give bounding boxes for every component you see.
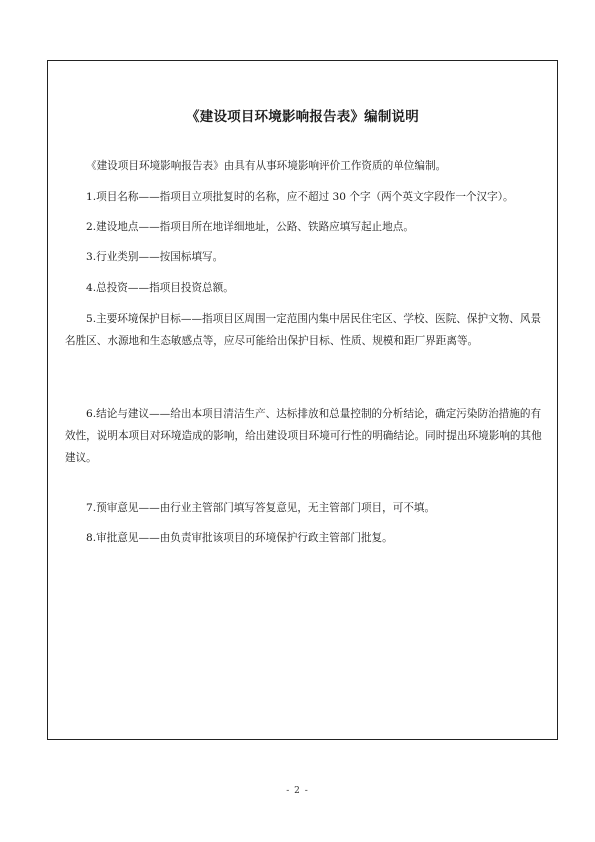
intro-paragraph: 《建设项目环境影响报告表》由具有从事环境影响评价工作资质的单位编制。	[86, 160, 447, 172]
item-construction-site: 2.建设地点——指项目所在地详细地址，公路、铁路应填写起止地点。	[86, 221, 414, 233]
document-frame	[47, 60, 558, 740]
item-project-name: 1.项目名称——指项目立项批复时的名称，应不超过 30 个字（两个英文字段作一个汉字）。	[86, 191, 514, 203]
item-conclusions: 6.结论与建议——给出本项目清洁生产、达标排放和总量控制的分析结论，确定污染防治措施的有效性，说明本项目对环境造成的影响，给出建设项目环境可行性的明确结论。同时提出环境影响的其他建议。	[65, 408, 542, 464]
page-number: - 2 -	[286, 786, 309, 796]
item-protection-targets: 5.主要环境保护目标——指项目区周围一定范围内集中居民住宅区、学校、医院、保护文物、风景名胜区、水源地和生态敏感点等，应尽可能给出保护目标、性质、规模和距厂界距离等。	[65, 313, 542, 347]
document-title: 《建设项目环境影响报告表》编制说明	[186, 109, 419, 125]
item-total-investment: 4.总投资——指项目投资总额。	[86, 282, 234, 294]
item-industry-category: 3.行业类别——按国标填写。	[86, 251, 224, 263]
item-approval: 8.审批意见——由负责审批该项目的环境保护行政主管部门批复。	[86, 532, 393, 544]
item-pre-review: 7.预审意见——由行业主管部门填写答复意见，无主管部门项目，可不填。	[86, 502, 436, 514]
